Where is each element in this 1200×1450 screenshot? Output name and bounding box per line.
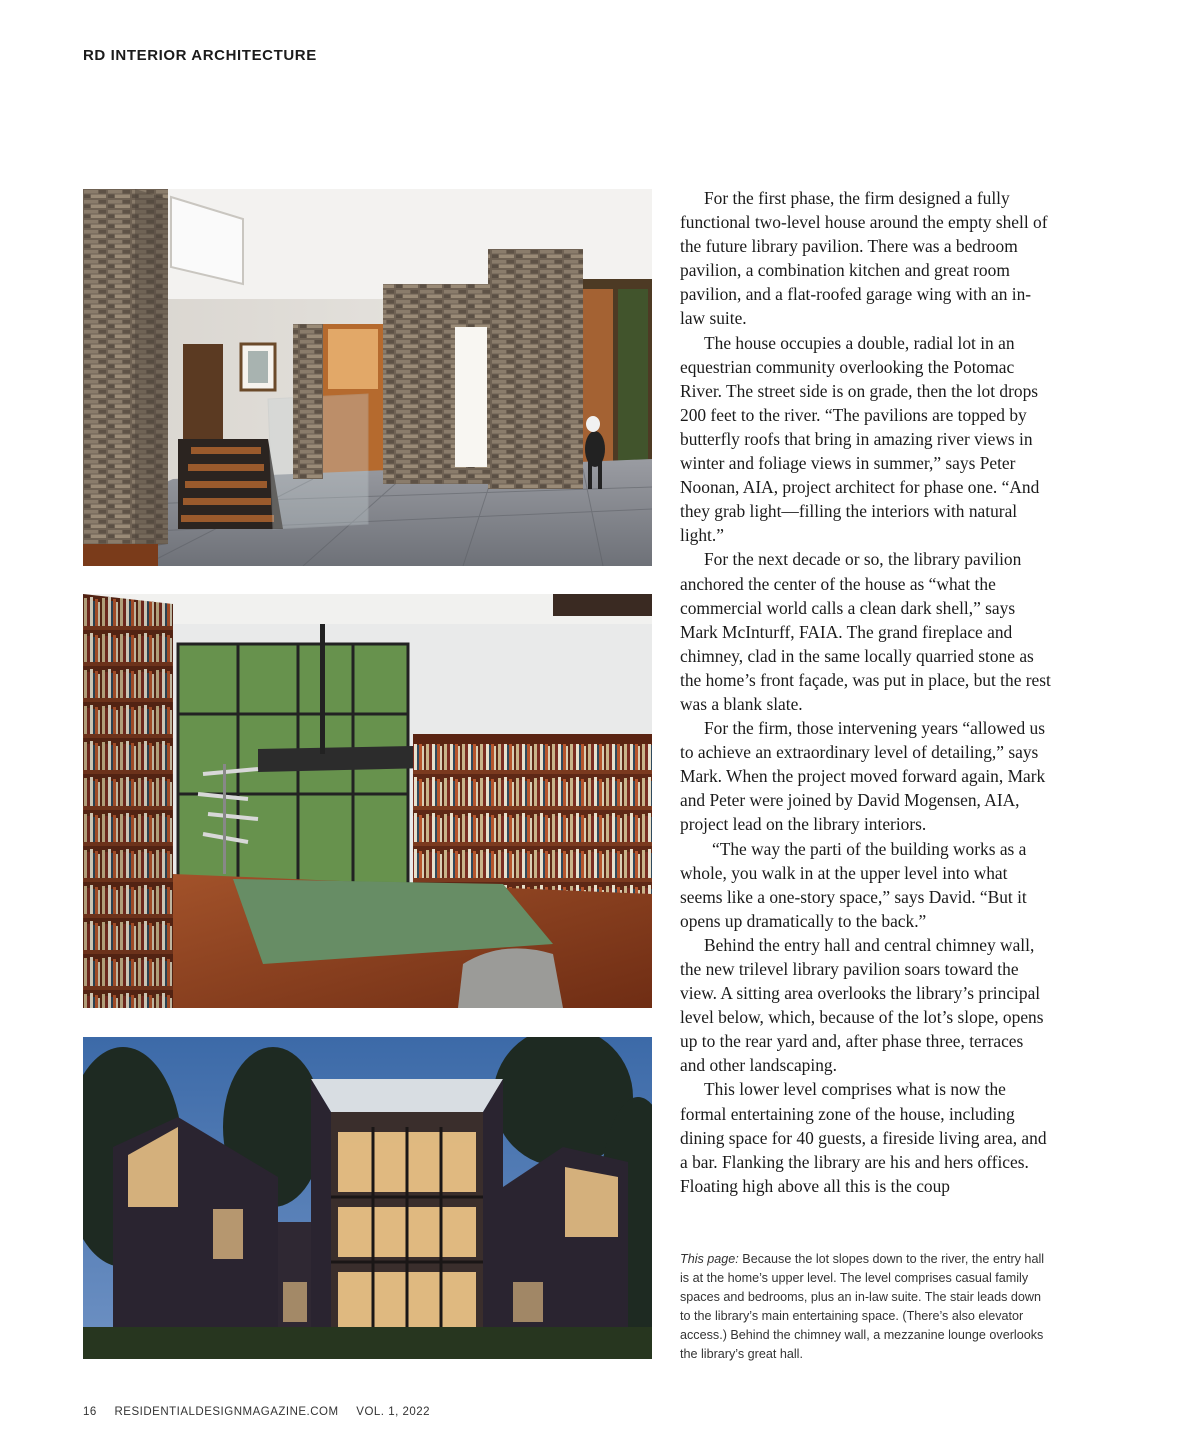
section-label: RD INTERIOR ARCHITECTURE <box>83 47 317 64</box>
library-interior-photo <box>83 594 652 1008</box>
article-paragraph: For the next decade or so, the library pavilion anchored the center of the house as “what the commercial world calls a clean dark shell,” says Mark McInturff, FAIA. The grand fireplace and chimney, clad in the same locally quarried stone as the home’s front façade, was put in place, but the rest was a blank slate. <box>680 549 1051 714</box>
footer-volume: VOL. 1, 2022 <box>356 1406 431 1418</box>
article-paragraph: Behind the entry hall and central chimney wall, the new trilevel library pavilion soars toward the view. A sitting area overlooks the library’s principal level below, which, because of the lot’s slope, opens up to the rear yard and, after phase three, terraces and other landscaping. <box>680 934 1044 1076</box>
page-footer <box>83 1406 444 1418</box>
article-body <box>680 186 1052 1198</box>
article-paragraph: The house occupies a double, radial lot in an equestrian community overlooking the Potomac River. The street side is on grade, then the lot drops 200 feet to the river. “The pavilions are topped by butterfly roofs that bring in amazing river views in winter and foliage views in summer,” says Peter Noonan, AIA, project architect for phase one. “And they grab light—filling the interiors with natural light.” <box>680 332 1040 546</box>
entry-hall-photo <box>83 189 652 566</box>
photo-caption <box>680 1250 1052 1364</box>
article-paragraph: For the firm, those intervening years “allowed us to achieve an extraordinary level of detailing,” says Mark. When the project moved forward again, Mark and Peter were joined by David Mogensen, AIA, project lead on the library interiors. <box>680 718 1046 835</box>
caption-lead: This page: <box>680 1252 739 1266</box>
exterior-dusk-photo <box>83 1037 652 1359</box>
article-paragraph: “The way the parti of the building works as a whole, you walk in at the upper level into what seems like a one-story space,” says David. “But it opens up dramatically to the back.” <box>680 838 1027 931</box>
page-number: 16 <box>83 1406 97 1418</box>
caption-text: Because the lot slopes down to the river, the entry hall is at the home’s upper level. The level comprises casual family spaces and bedrooms, plus an in-law suite. The stair leads down to the library’s main entertaining space. (There’s also elevator access.) Behind the chimney wall, a mezzanine lounge overlooks the library’s great hall. <box>680 1252 1045 1361</box>
footer-website: RESIDENTIALDESIGNMAGAZINE.COM <box>114 1406 339 1418</box>
article-paragraph: For the first phase, the firm designed a fully functional two-level house around the empty shell of the future library pavilion. There was a bedroom pavilion, a combination kitchen and great room pavilion, and a flat-roofed garage wing with an in-law suite. <box>680 188 1048 329</box>
article-paragraph: This lower level comprises what is now the formal entertaining zone of the house, including dining space for 40 guests, a fireside living area, and a bar. Flanking the library are his and hers offices. Floating high above all this is the coup <box>680 1079 1047 1196</box>
